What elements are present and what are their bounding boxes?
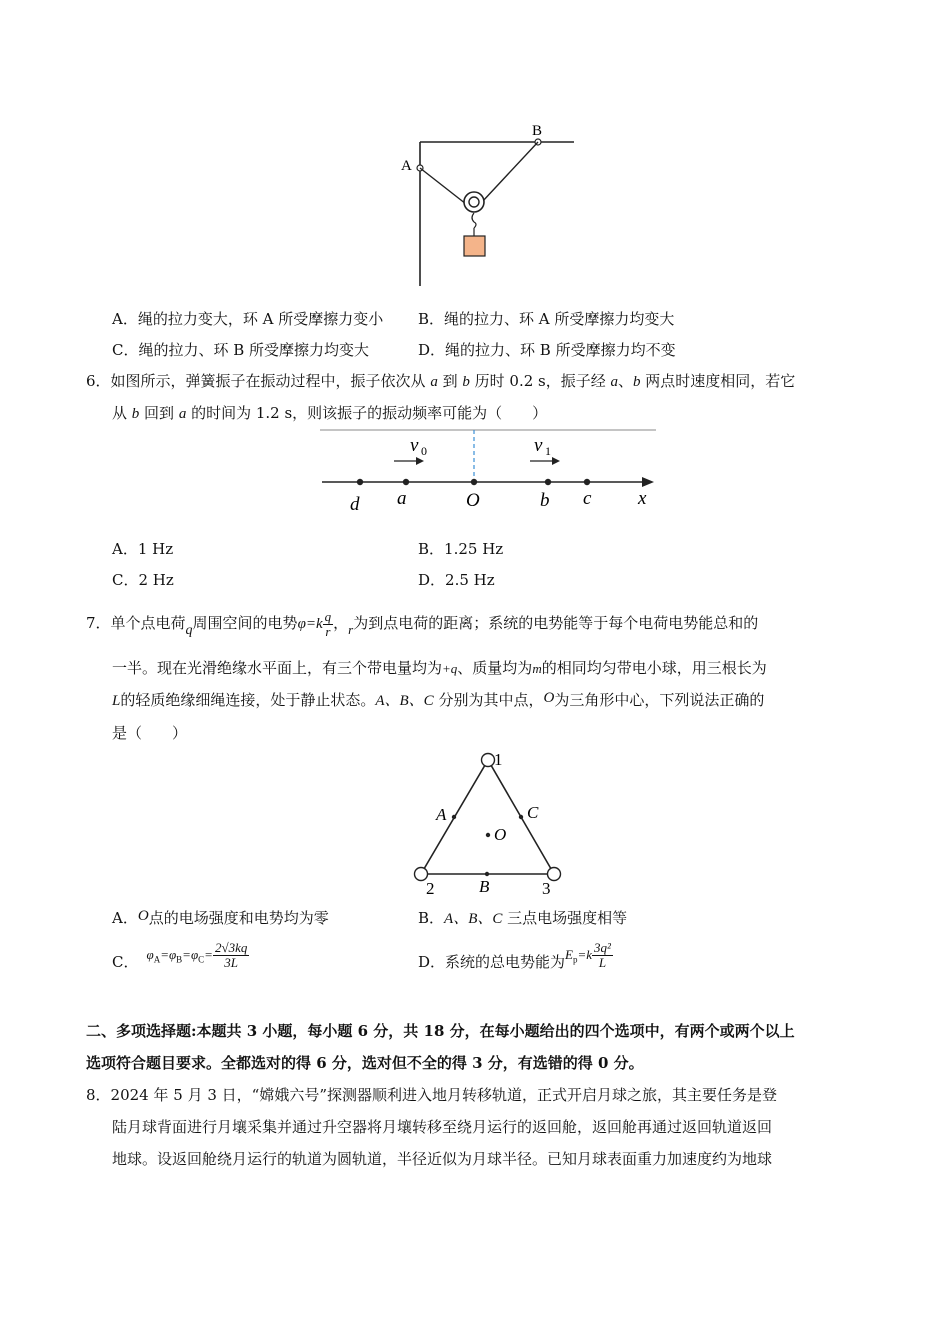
- svg-text:O: O: [466, 490, 480, 511]
- q5-option-a: A．绳的拉力变大，环 A 所受摩擦力变小: [112, 310, 384, 328]
- svg-text:c: c: [583, 488, 592, 509]
- q6-option-c: C．2 Hz: [112, 571, 174, 589]
- svg-text:A: A: [436, 805, 447, 824]
- q7-option-b: B．A、B、C 三点电场强度相等: [418, 909, 628, 927]
- svg-text:B: B: [479, 877, 490, 896]
- q5-option-c: C．绳的拉力、环 B 所受摩擦力均变大: [112, 341, 370, 359]
- pulley-rope-figure: [390, 118, 580, 290]
- svg-text:0: 0: [421, 444, 427, 458]
- svg-text:2: 2: [426, 879, 435, 898]
- label-a: A: [401, 158, 412, 174]
- q6-stem-line2: 从 b 回到 a 的时间为 1.2 s，则该振子的振动频率可能为（ ）: [112, 404, 548, 422]
- q7-stem-line3: L的轻质绝缘细绳连接，处于静止状态。A、B、C 分别为其中点，O为三角形中心，下列说法正确的: [112, 690, 765, 709]
- q6-option-d: D．2.5 Hz: [418, 571, 495, 589]
- svg-text:b: b: [540, 490, 550, 511]
- oscillator-axis-figure: [316, 426, 660, 518]
- svg-text:d: d: [350, 494, 360, 515]
- svg-text:v: v: [534, 435, 543, 456]
- q8-stem-line1: 8．2024 年 5 月 3 日，“嫦娥六号”探测器顺利进入地月转移轨道，正式开启月球之旅，其主要任务是登: [86, 1086, 777, 1104]
- q7-option-c: C． $\varphi_A=\varphi_B=\varphi_C=$ $\frac{2√3kq}{3L}$: [112, 939, 248, 971]
- svg-text:x: x: [638, 488, 647, 509]
- q6-option-b: B．1.25 Hz: [418, 540, 504, 558]
- svg-text:a: a: [397, 488, 407, 509]
- svg-text:C: C: [527, 803, 539, 822]
- svg-text:3: 3: [542, 879, 551, 898]
- label-b: B: [532, 123, 543, 139]
- section2-heading-line1: 二、多项选择题:本题共 3 小题，每小题 6 分，共 18 分，在每小题给出的四个选项中，有两个或两个以上: [86, 1022, 795, 1040]
- hanging-block: [464, 236, 485, 256]
- triangle-charges-figure: [408, 748, 568, 898]
- section2-heading-line2: 选项符合题目要求。全都选对的得 6 分，选对但不全的得 3 分，有选错的得 0 分。: [86, 1054, 644, 1072]
- svg-text:1: 1: [545, 444, 551, 458]
- q8-stem-line2: 陆月球背面进行月壤采集并通过升空器将月壤转移至绕月运行的返回舱，返回舱再通过返回轨道返回: [112, 1118, 773, 1136]
- q6-option-a: A．1 Hz: [112, 540, 174, 558]
- svg-text:1: 1: [494, 750, 503, 769]
- q7-stem-line4: 是（ ）: [112, 724, 188, 742]
- q5-option-d: D．绳的拉力、环 B 所受摩擦力均不变: [418, 341, 676, 359]
- svg-text:v: v: [410, 435, 419, 456]
- q7-option-a: A．O点的电场强度和电势均为零: [112, 908, 329, 927]
- q8-stem-line3: 地球。设返回舱绕月运行的轨道为圆轨道，半径近似为月球半径。已知月球表面重力加速度约为地球: [112, 1150, 773, 1168]
- q6-stem-line1: 6．如图所示，弹簧振子在振动过程中，振子依次从 a 到 b 历时 0.2 s，振子经 a、b 两点时速度相同，若它: [86, 372, 796, 390]
- q5-option-b: B．绳的拉力、环 A 所受摩擦力均变大: [418, 310, 675, 328]
- q7-option-d: D．系统的总电势能为$E_p=k$ $\frac{\text{3q²}}{L}$: [418, 939, 611, 971]
- q7-stem-line1: 7．单个点电荷q周围空间的电势φ=k $\frac{q}{r}$ ，r为到点电荷的距离；系统的电势能等于每个电荷电势能总和的: [86, 608, 759, 639]
- q7-stem-line2: 一半。现在光滑绝缘水平面上，有三个带电量均为+q、质量均为m的相同均匀带电小球，用三根长为: [112, 659, 767, 677]
- svg-text:O: O: [494, 825, 507, 844]
